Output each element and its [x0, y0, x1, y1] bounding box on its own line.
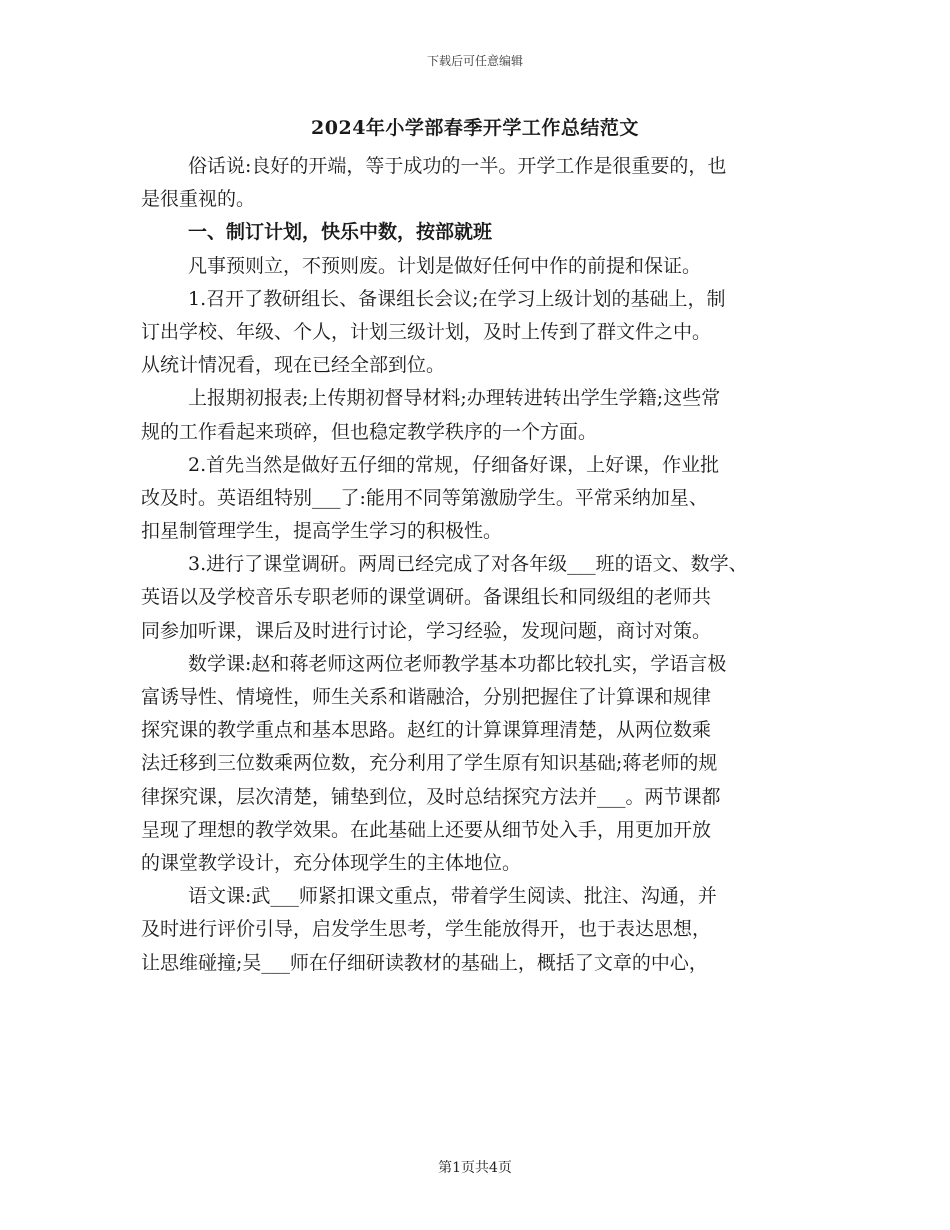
- paragraph-line: 规的工作看起来琐碎，但也稳定教学秩序的一个方面。: [141, 420, 598, 443]
- paragraph-line: 俗话说:良好的开端，等于成功的一半。开学工作是很重要的，也: [188, 155, 727, 177]
- paragraph-line: 英语以及学校音乐专职老师的课堂调研。备课组长和同级组的老师共: [141, 586, 712, 609]
- document-title: 2024年小学部春季开学工作总结范文: [311, 117, 639, 139]
- paragraph-line: 凡事预则立，不预则废。计划是做好任何中作的前提和保证。: [188, 254, 702, 277]
- paragraph-line: 同参加听课，课后及时进行讨论，学习经验，发现问题，商讨对策。: [141, 619, 712, 642]
- paragraph-line: 语文课:武___师紧扣课文重点，带着学生阅读、批注、沟通，并: [188, 885, 717, 908]
- paragraph-line: 3.进行了课堂调研。两周已经完成了对各年级___班的语文、数学、: [188, 553, 748, 576]
- paragraph-line: 及时进行评价引导，启发学生思考，学生能放得开，也于表达思想，: [141, 918, 712, 941]
- paragraph-line: 的课堂教学设计，充分体现学生的主体地位。: [141, 851, 522, 874]
- paragraph-line: 数学课:赵和蒋老师这两位老师教学基本功都比较扎实，学语言极: [188, 652, 727, 675]
- paragraph-line: 让思维碰撞;吴___师在仔细研读教材的基础上，概括了文章的中心，: [141, 951, 708, 974]
- paragraph-line: 富诱导性、情境性，师生关系和谐融洽，分别把握住了计算课和规律: [141, 686, 712, 708]
- paragraph-line: 从统计情况看，现在已经全部到位。: [141, 354, 446, 377]
- document-body: [141, 150, 811, 980]
- page-footer: 第1页共4页: [438, 1160, 512, 1176]
- paragraph-line: 律探究课，层次清楚，铺垫到位，及时总结探究方法并___。两节课都: [141, 785, 721, 808]
- paragraph-line: 1.召开了教研组长、备课组长会议;在学习上级计划的基础上，制: [188, 287, 726, 310]
- paragraph-line: 探究课的教学重点和基本思路。赵红的计算课算理清楚，从两位数乘: [141, 719, 712, 742]
- header-note: 下载后可任意编辑: [426, 54, 523, 68]
- paragraph-line: 法迁移到三位数乘两位数，充分利用了学生原有知识基础;蒋老师的规: [141, 752, 718, 775]
- paragraph-line: 上报期初报表;上传期初督导材料;办理转进转出学生学籍;这些常: [188, 387, 721, 410]
- paragraph-line: 是很重视的。: [141, 188, 256, 211]
- paragraph-line: 呈现了理想的教学效果。在此基础上还要从细节处入手，用更加开放: [141, 818, 712, 841]
- paragraph-line: 订出学校、年级、个人，计划三级计划，及时上传到了群文件之中。: [141, 320, 712, 343]
- section-heading: 一、制订计划，快乐中数，按部就班: [188, 221, 493, 244]
- paragraph-line: 2.首先当然是做好五仔细的常规，仔细备好课，上好课，作业批: [188, 453, 720, 476]
- paragraph-line: 改及时。英语组特别___了:能用不同等第激励学生。平常采纳加星、: [141, 486, 708, 509]
- paragraph-line: 扣星制管理学生，提高学生学习的积极性。: [141, 520, 503, 543]
